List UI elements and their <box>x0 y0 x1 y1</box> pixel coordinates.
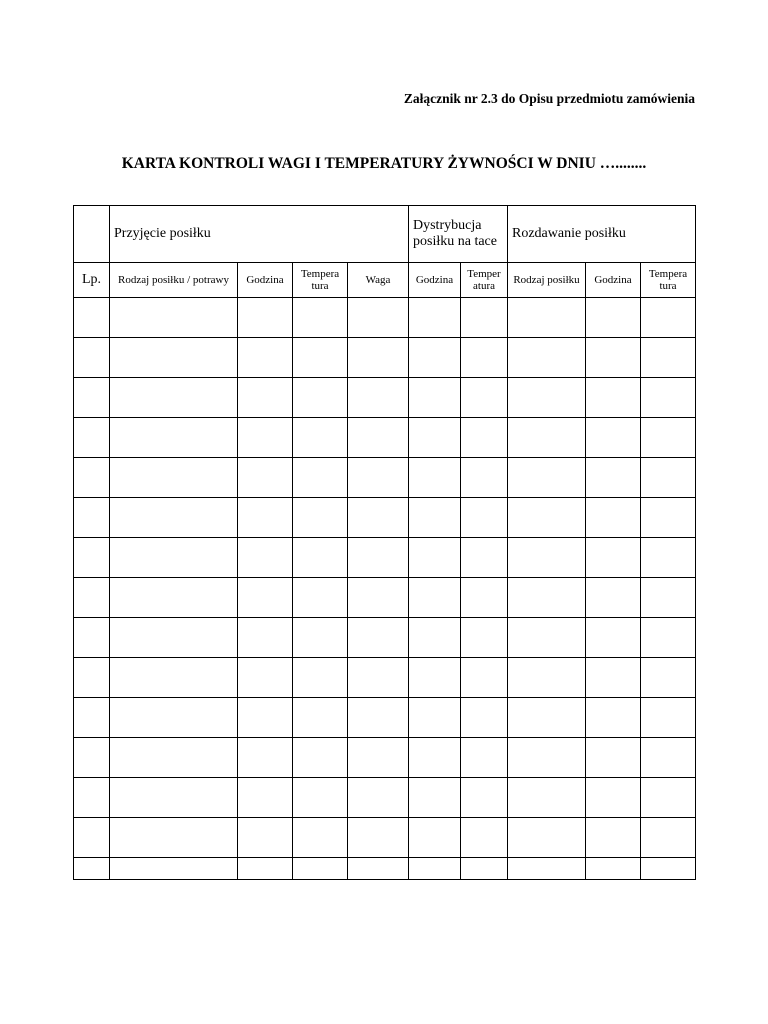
weight-cell[interactable] <box>348 658 409 698</box>
table-row <box>74 858 696 880</box>
table-row <box>74 378 696 418</box>
distribution-temp-cell[interactable] <box>461 858 508 880</box>
col-dish: Rodzaj posiłku / potrawy <box>110 263 238 298</box>
lp-cell[interactable] <box>74 818 110 858</box>
serving-type-cell[interactable] <box>508 778 586 818</box>
distribution-temp-cell[interactable] <box>461 418 508 458</box>
lp-cell[interactable] <box>74 778 110 818</box>
serving-type-cell[interactable] <box>508 698 586 738</box>
lp-cell[interactable] <box>74 418 110 458</box>
serving-time-cell[interactable] <box>586 538 641 578</box>
serving-temp-cell[interactable] <box>641 618 696 658</box>
serving-temp-cell[interactable] <box>641 658 696 698</box>
reception-time-cell[interactable] <box>238 858 293 880</box>
lp-cell[interactable] <box>74 458 110 498</box>
serving-temp-cell[interactable] <box>641 538 696 578</box>
dish-cell[interactable] <box>110 338 238 378</box>
reception-time-cell[interactable] <box>238 738 293 778</box>
table-row <box>74 578 696 618</box>
serving-temp-cell[interactable] <box>641 858 696 880</box>
weight-cell[interactable] <box>348 418 409 458</box>
serving-temp-cell[interactable] <box>641 738 696 778</box>
control-table <box>73 205 696 880</box>
lp-cell[interactable] <box>74 298 110 338</box>
annex-note: Załącznik nr 2.3 do Opisu przedmiotu zamówienia <box>403 91 695 106</box>
serving-time-cell[interactable] <box>586 778 641 818</box>
table-row <box>74 338 696 378</box>
distribution-time-cell[interactable] <box>409 658 461 698</box>
lp-cell[interactable] <box>74 698 110 738</box>
distribution-time-cell[interactable] <box>409 778 461 818</box>
serving-temp-cell[interactable] <box>641 498 696 538</box>
lp-cell[interactable] <box>74 618 110 658</box>
weight-cell[interactable] <box>348 818 409 858</box>
distribution-temp-cell[interactable] <box>461 698 508 738</box>
page-title: KARTA KONTROLI WAGI I TEMPERATURY ŻYWNOŚCI W DNIU …........ <box>121 155 647 172</box>
dish-cell[interactable] <box>110 538 238 578</box>
distribution-time-cell[interactable] <box>409 858 461 880</box>
table-row <box>74 618 696 658</box>
dish-cell[interactable] <box>110 578 238 618</box>
col-lp: Lp. <box>74 263 110 298</box>
table-row <box>74 498 696 538</box>
lp-cell[interactable] <box>74 658 110 698</box>
serving-type-cell[interactable] <box>508 818 586 858</box>
weight-cell[interactable] <box>348 298 409 338</box>
dish-cell[interactable] <box>110 298 238 338</box>
table-row <box>74 658 696 698</box>
table-row <box>74 418 696 458</box>
table-row <box>74 298 696 338</box>
col-reception-time: Godzina <box>238 263 293 298</box>
dish-cell[interactable] <box>110 618 238 658</box>
lp-cell[interactable] <box>74 578 110 618</box>
col-weight: Waga <box>348 263 409 298</box>
reception-temp-cell[interactable] <box>293 578 348 618</box>
reception-temp-cell[interactable] <box>293 418 348 458</box>
weight-cell[interactable] <box>348 498 409 538</box>
reception-time-cell[interactable] <box>238 378 293 418</box>
serving-time-cell[interactable] <box>586 618 641 658</box>
dish-cell[interactable] <box>110 738 238 778</box>
weight-cell[interactable] <box>348 858 409 880</box>
reception-time-cell[interactable] <box>238 418 293 458</box>
distribution-time-cell[interactable] <box>409 578 461 618</box>
distribution-time-cell[interactable] <box>409 618 461 658</box>
reception-time-cell[interactable] <box>238 658 293 698</box>
serving-temp-cell[interactable] <box>641 458 696 498</box>
table-row <box>74 458 696 498</box>
distribution-temp-cell[interactable] <box>461 458 508 498</box>
distribution-temp-cell[interactable] <box>461 298 508 338</box>
col-serving-type: Rodzaj posiłku <box>508 263 586 298</box>
dish-cell[interactable] <box>110 858 238 880</box>
reception-temp-cell[interactable] <box>293 658 348 698</box>
distribution-temp-cell[interactable] <box>461 578 508 618</box>
distribution-temp-cell[interactable] <box>461 658 508 698</box>
serving-time-cell[interactable] <box>586 858 641 880</box>
reception-time-cell[interactable] <box>238 498 293 538</box>
serving-temp-cell[interactable] <box>641 378 696 418</box>
serving-type-cell[interactable] <box>508 338 586 378</box>
dish-cell[interactable] <box>110 498 238 538</box>
table-row <box>74 538 696 578</box>
dish-cell[interactable] <box>110 378 238 418</box>
col-reception-temp: Tempera tura <box>293 263 348 298</box>
header-empty-cell <box>74 206 110 263</box>
dish-cell[interactable] <box>110 698 238 738</box>
serving-temp-cell[interactable] <box>641 698 696 738</box>
distribution-temp-cell[interactable] <box>461 818 508 858</box>
col-serving-time: Godzina <box>586 263 641 298</box>
distribution-temp-cell[interactable] <box>461 498 508 538</box>
serving-temp-cell[interactable] <box>641 578 696 618</box>
col-serving-temp: Tempera tura <box>641 263 696 298</box>
distribution-time-cell[interactable] <box>409 298 461 338</box>
serving-type-cell[interactable] <box>508 498 586 538</box>
serving-time-cell[interactable] <box>586 658 641 698</box>
serving-temp-cell[interactable] <box>641 818 696 858</box>
serving-type-cell[interactable] <box>508 418 586 458</box>
reception-time-cell[interactable] <box>238 698 293 738</box>
serving-type-cell[interactable] <box>508 618 586 658</box>
distribution-time-cell[interactable] <box>409 698 461 738</box>
serving-time-cell[interactable] <box>586 818 641 858</box>
reception-time-cell[interactable] <box>238 578 293 618</box>
group-serving: Rozdawanie posiłku <box>508 206 696 263</box>
serving-type-cell[interactable] <box>508 538 586 578</box>
weight-cell[interactable] <box>348 538 409 578</box>
dish-cell[interactable] <box>110 658 238 698</box>
reception-time-cell[interactable] <box>238 538 293 578</box>
weight-cell[interactable] <box>348 738 409 778</box>
lp-cell[interactable] <box>74 338 110 378</box>
weight-cell[interactable] <box>348 698 409 738</box>
distribution-time-cell[interactable] <box>409 378 461 418</box>
column-header-row <box>74 263 696 298</box>
lp-cell[interactable] <box>74 858 110 880</box>
reception-time-cell[interactable] <box>238 338 293 378</box>
group-distribution: Dystrybucja posiłku na tace <box>409 206 508 263</box>
weight-cell[interactable] <box>348 618 409 658</box>
distribution-temp-cell[interactable] <box>461 338 508 378</box>
reception-temp-cell[interactable] <box>293 538 348 578</box>
col-distribution-temp: Temper atura <box>461 263 508 298</box>
group-reception: Przyjęcie posiłku <box>110 206 409 263</box>
group-header-row <box>74 206 696 263</box>
dish-cell[interactable] <box>110 418 238 458</box>
serving-type-cell[interactable] <box>508 738 586 778</box>
distribution-time-cell[interactable] <box>409 338 461 378</box>
table-row <box>74 738 696 778</box>
serving-time-cell[interactable] <box>586 498 641 538</box>
distribution-time-cell[interactable] <box>409 418 461 458</box>
distribution-temp-cell[interactable] <box>461 538 508 578</box>
reception-temp-cell[interactable] <box>293 818 348 858</box>
lp-cell[interactable] <box>74 738 110 778</box>
distribution-time-cell[interactable] <box>409 818 461 858</box>
serving-temp-cell[interactable] <box>641 778 696 818</box>
weight-cell[interactable] <box>348 578 409 618</box>
lp-cell[interactable] <box>74 498 110 538</box>
serving-time-cell[interactable] <box>586 338 641 378</box>
lp-cell[interactable] <box>74 378 110 418</box>
serving-temp-cell[interactable] <box>641 298 696 338</box>
distribution-temp-cell[interactable] <box>461 378 508 418</box>
reception-time-cell[interactable] <box>238 458 293 498</box>
distribution-time-cell[interactable] <box>409 498 461 538</box>
serving-time-cell[interactable] <box>586 418 641 458</box>
dish-cell[interactable] <box>110 458 238 498</box>
serving-time-cell[interactable] <box>586 458 641 498</box>
dish-cell[interactable] <box>110 778 238 818</box>
serving-time-cell[interactable] <box>586 378 641 418</box>
distribution-temp-cell[interactable] <box>461 618 508 658</box>
lp-cell[interactable] <box>74 538 110 578</box>
serving-time-cell[interactable] <box>586 578 641 618</box>
serving-type-cell[interactable] <box>508 458 586 498</box>
reception-temp-cell[interactable] <box>293 738 348 778</box>
serving-type-cell[interactable] <box>508 298 586 338</box>
reception-time-cell[interactable] <box>238 778 293 818</box>
distribution-time-cell[interactable] <box>409 738 461 778</box>
serving-time-cell[interactable] <box>586 738 641 778</box>
distribution-temp-cell[interactable] <box>461 778 508 818</box>
reception-temp-cell[interactable] <box>293 498 348 538</box>
serving-type-cell[interactable] <box>508 378 586 418</box>
reception-time-cell[interactable] <box>238 298 293 338</box>
serving-temp-cell[interactable] <box>641 338 696 378</box>
distribution-temp-cell[interactable] <box>461 738 508 778</box>
table-row <box>74 778 696 818</box>
reception-temp-cell[interactable] <box>293 618 348 658</box>
reception-time-cell[interactable] <box>238 618 293 658</box>
serving-type-cell[interactable] <box>508 578 586 618</box>
serving-time-cell[interactable] <box>586 698 641 738</box>
serving-type-cell[interactable] <box>508 658 586 698</box>
table-row <box>74 698 696 738</box>
serving-type-cell[interactable] <box>508 858 586 880</box>
dish-cell[interactable] <box>110 818 238 858</box>
reception-temp-cell[interactable] <box>293 698 348 738</box>
reception-temp-cell[interactable] <box>293 338 348 378</box>
reception-temp-cell[interactable] <box>293 298 348 338</box>
weight-cell[interactable] <box>348 378 409 418</box>
distribution-time-cell[interactable] <box>409 538 461 578</box>
reception-temp-cell[interactable] <box>293 778 348 818</box>
col-distribution-time: Godzina <box>409 263 461 298</box>
reception-temp-cell[interactable] <box>293 378 348 418</box>
table-row <box>74 818 696 858</box>
distribution-time-cell[interactable] <box>409 458 461 498</box>
reception-time-cell[interactable] <box>238 818 293 858</box>
serving-temp-cell[interactable] <box>641 418 696 458</box>
reception-temp-cell[interactable] <box>293 458 348 498</box>
weight-cell[interactable] <box>348 458 409 498</box>
reception-temp-cell[interactable] <box>293 858 348 880</box>
weight-cell[interactable] <box>348 778 409 818</box>
weight-cell[interactable] <box>348 338 409 378</box>
serving-time-cell[interactable] <box>586 298 641 338</box>
